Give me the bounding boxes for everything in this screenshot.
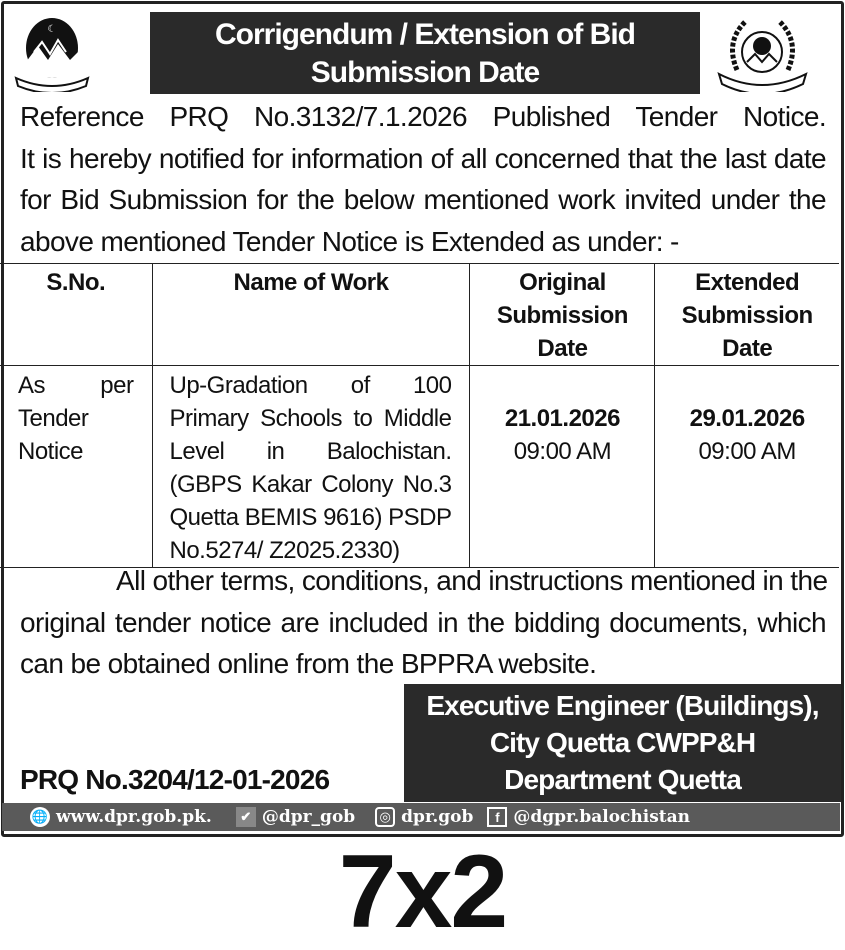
text-line: It is hereby notified for information of all concerned that the last date <box>20 142 826 174</box>
text-line: All other terms, conditions, and instructions mentioned in the <box>116 565 828 596</box>
closing-paragraph <box>20 560 826 685</box>
signatory-box <box>404 684 841 802</box>
header-extended-date: Extended Submission Date <box>655 264 839 366</box>
header-sno: S.No. <box>0 264 152 366</box>
twitter-handle[interactable]: @dpr_gob <box>261 807 356 827</box>
header-name-of-work: Name of Work <box>152 264 470 366</box>
intro-paragraph <box>20 96 826 262</box>
signatory-line: Executive Engineer (Buildings), <box>426 690 819 721</box>
table-row <box>0 366 839 568</box>
cell-sno: As per Tender Notice <box>0 366 152 568</box>
facebook-handle[interactable]: @dgpr.balochistan <box>513 807 691 827</box>
cell-name-of-work: Up-Gradation of 100 Primary Schools to Middle Level in Balochistan. (GBPS Kakar Colony No.3 Quetta BEMIS 9616) PSDP No.5274/ Z2025.2330) <box>152 366 470 568</box>
prq-number: PRQ No.3204/12-01-2026 <box>20 764 330 795</box>
text-line: above mentioned Tender Notice is Extended as under: - <box>20 225 679 257</box>
website-link[interactable]: www.dpr.gob.pk. <box>56 807 212 827</box>
twitter-icon: ✔ <box>236 807 256 827</box>
header-original-date: Original Submission Date <box>470 264 655 366</box>
balochistan-emblem-logo <box>12 12 92 92</box>
svg-text:☾: ☾ <box>47 24 57 35</box>
text-line: original tender notice are included in the bidding documents, which <box>20 606 826 638</box>
footer-bar <box>2 803 840 831</box>
dgpr-emblem-logo <box>715 12 810 92</box>
cell-original-date: 21.01.2026 09:00 AM <box>470 366 655 568</box>
text-line: for Bid Submission for the below mentioned work invited under the <box>20 184 826 215</box>
notice-title <box>150 12 700 94</box>
facebook-icon: f <box>487 807 507 827</box>
title-line: Submission Date <box>310 56 540 89</box>
instagram-handle[interactable]: dpr.gob <box>401 807 474 827</box>
table-header-row <box>0 264 839 366</box>
cell-extended-date: 29.01.2026 09:00 AM <box>655 366 839 568</box>
signatory-line: City Quetta CWPP&H <box>489 727 756 758</box>
instagram-icon: ◎ <box>375 807 395 827</box>
text-line: Reference PRQ No.3132/7.1.2026 Published Tender Notice. <box>20 101 826 132</box>
ad-size-label: 7x2 <box>338 834 507 950</box>
tender-table <box>0 263 839 568</box>
title-line: Corrigendum / Extension of Bid <box>214 18 635 51</box>
text-line: can be obtained online from the BPPRA website. <box>20 648 597 679</box>
signatory-line: Department Quetta <box>504 764 741 795</box>
globe-icon: 🌐 <box>30 807 50 827</box>
